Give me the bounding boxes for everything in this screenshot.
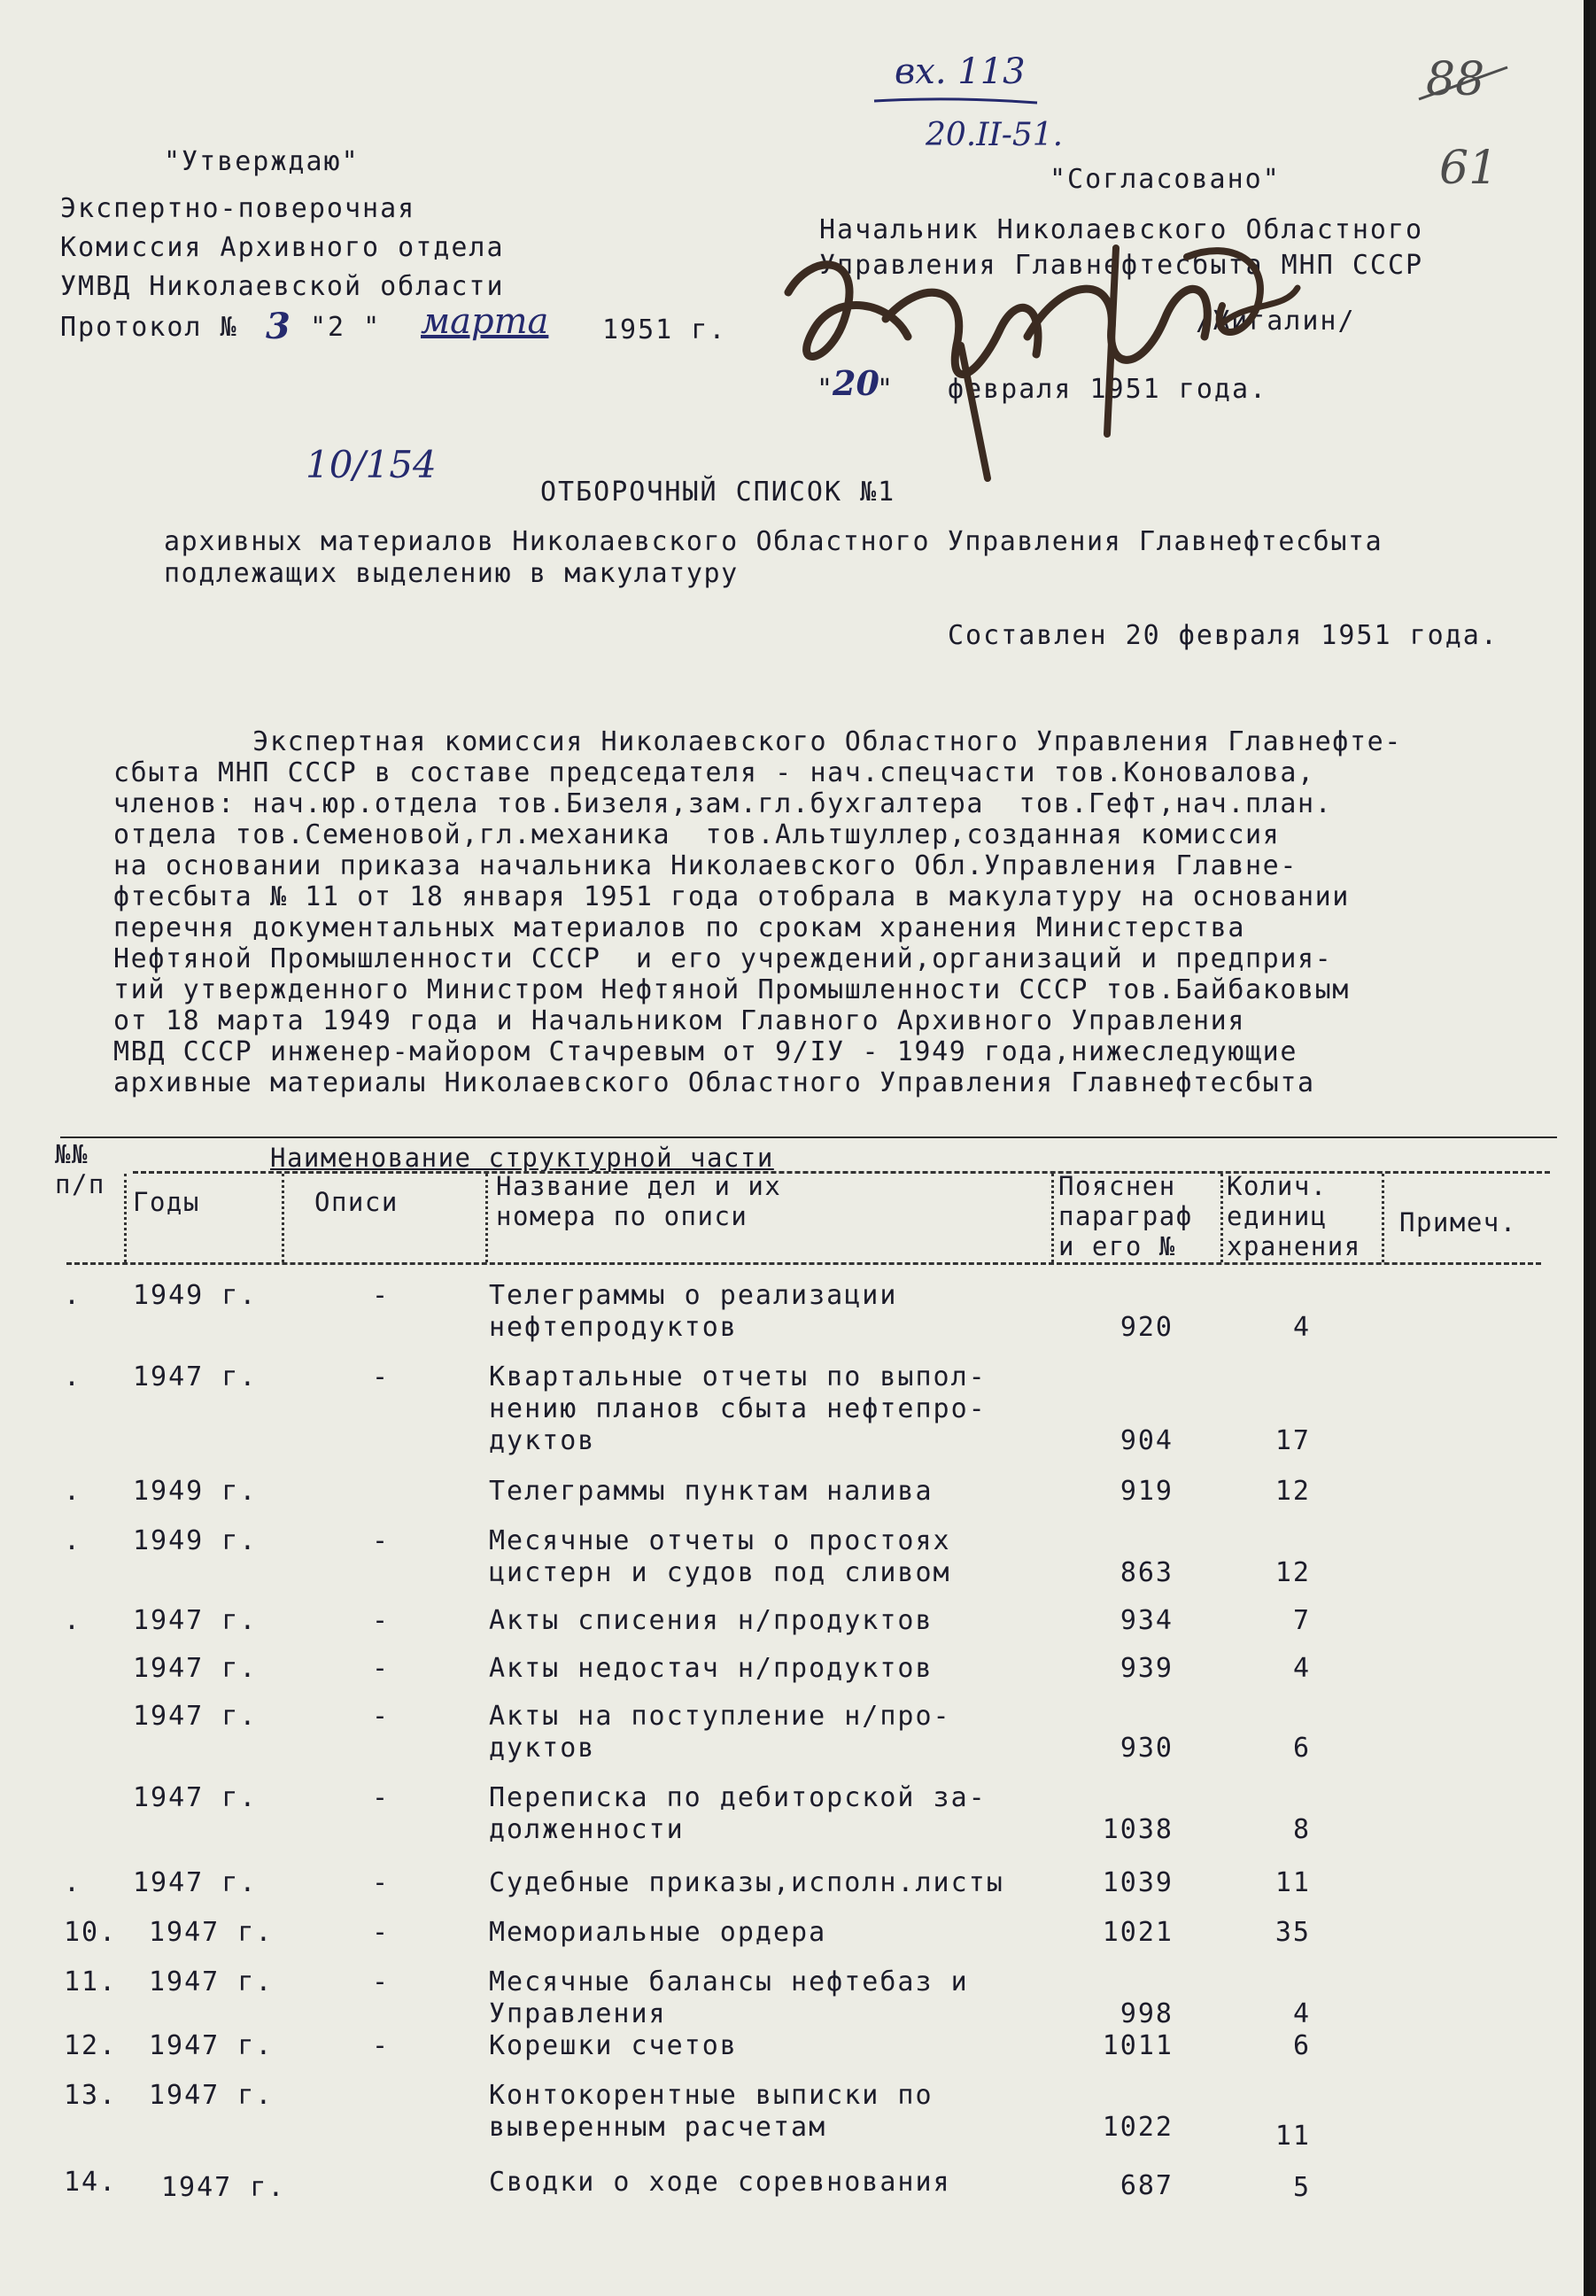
- row-title: Корешки счетов: [489, 2030, 738, 2061]
- row-quantity: 12: [1274, 1557, 1311, 1588]
- header-bottom-dash-rule: [66, 1262, 1541, 1265]
- row-number: 14.: [64, 2167, 118, 2198]
- list-title: ОТБОРОЧНЫЙ СПИСОК №1: [540, 477, 896, 508]
- table-top-rule: [60, 1136, 1557, 1138]
- protocol-year: 1951 г.: [602, 314, 727, 345]
- row-title: Квартальные отчеты по выпол- нению планов сбыта нефтепро- дуктов: [489, 1361, 987, 1456]
- row-year: 1947 г.: [133, 1361, 258, 1392]
- row-paragraph: 1022: [1102, 2112, 1174, 2143]
- row-inventory: -: [372, 1280, 391, 1311]
- row-paragraph: 998: [1120, 1998, 1174, 2029]
- pencil-new-number: 61: [1439, 142, 1499, 195]
- row-paragraph: 904: [1120, 1425, 1174, 1456]
- row-paragraph: 863: [1120, 1557, 1174, 1588]
- row-title: Акты недостач н/продуктов: [489, 1653, 934, 1684]
- approval-right-signatory: /Жигалин/: [1196, 306, 1356, 337]
- body-line: перечня документальных материалов по срокам хранения Министерства: [113, 912, 1245, 943]
- approval-right-heading: "Согласовано": [1050, 164, 1281, 195]
- sheet-number: 10/154: [306, 443, 437, 486]
- row-paragraph: 930: [1120, 1733, 1174, 1764]
- signature: [762, 221, 1311, 487]
- body-line: сбыта МНП СССР в составе председателя - нач.спецчасти тов.Коновалова,: [113, 757, 1315, 788]
- scan-dark-edge: [1584, 0, 1590, 2296]
- registry-underline: [872, 96, 1041, 106]
- header-divider: [485, 1174, 488, 1262]
- row-paragraph: 939: [1120, 1653, 1174, 1684]
- row-title: Контокорентные выписки по выверенным расчетам: [489, 2080, 934, 2143]
- row-quantity: 11: [1274, 2121, 1311, 2152]
- row-inventory: -: [372, 1701, 391, 1732]
- pencil-old-number: 88: [1426, 53, 1485, 106]
- row-inventory: -: [372, 1917, 391, 1948]
- approval-left-line1: Экспертно-поверочная: [60, 193, 416, 224]
- header-divider: [1220, 1174, 1223, 1262]
- row-year: 1949 г.: [133, 1525, 258, 1556]
- row-inventory: -: [372, 2030, 391, 2061]
- row-paragraph: 1021: [1102, 1917, 1174, 1948]
- row-year: 1947 г.: [149, 2030, 274, 2061]
- body-line: членов: нач.юр.отдела тов.Бизеля,зам.гл.бухгалтера тов.Гефт,нач.план.: [113, 788, 1333, 819]
- header-structural-part: Наименование структурной части: [270, 1143, 774, 1173]
- body-line: фтесбыта № 11 от 18 января 1951 года отобрала в макулатуру на основании: [113, 881, 1350, 912]
- approval-left-heading: "Утверждаю": [164, 146, 360, 177]
- row-quantity: 4: [1292, 1653, 1311, 1684]
- row-title: Телеграммы пунктам налива: [489, 1476, 934, 1507]
- row-inventory: -: [372, 1867, 391, 1898]
- approval-left-line3: УМВД Николаевской области: [60, 271, 505, 302]
- row-inventory: -: [372, 1361, 391, 1392]
- row-quantity: 4: [1292, 1312, 1311, 1343]
- body-line: МВД СССР инженер-майором Стачревым от 9/IУ - 1949 года,нижеследующие: [113, 1036, 1298, 1067]
- row-number: .: [64, 1867, 82, 1898]
- row-inventory: -: [372, 1782, 391, 1813]
- header-divider: [282, 1174, 284, 1262]
- body-line: тий утвержденного Министром Нефтяной Промышленности СССР тов.Байбаковым: [113, 974, 1350, 1005]
- row-paragraph: 687: [1120, 2170, 1174, 2201]
- approval-left-line2: Комиссия Архивного отдела: [60, 232, 505, 263]
- row-inventory: -: [372, 1605, 391, 1636]
- row-year: 1947 г.: [133, 1653, 258, 1684]
- header-no: №№ п/п: [55, 1139, 105, 1199]
- header-title: Название дел и их номера по описи: [496, 1171, 782, 1231]
- row-quantity: 11: [1274, 1867, 1311, 1898]
- row-quantity: 12: [1274, 1476, 1311, 1507]
- row-number: 12.: [64, 2030, 118, 2061]
- row-year: 1947 г.: [149, 2080, 274, 2111]
- body-line: архивные материалы Николаевского Областного Управления Главнефтесбыта: [113, 1067, 1315, 1098]
- row-quantity: 35: [1274, 1917, 1311, 1948]
- row-year: 1947 г.: [133, 1867, 258, 1898]
- row-year: 1947 г.: [133, 1701, 258, 1732]
- row-paragraph: 934: [1120, 1605, 1174, 1636]
- header-divider: [1382, 1174, 1384, 1262]
- row-quantity: 6: [1292, 1733, 1311, 1764]
- approval-right-day: 20: [833, 363, 879, 403]
- row-paragraph: 1011: [1102, 2030, 1174, 2061]
- header-inventory: Описи: [314, 1187, 399, 1217]
- row-quantity: 6: [1292, 2030, 1311, 2061]
- body-line: от 18 марта 1949 года и Начальником Главного Архивного Управления: [113, 1005, 1245, 1036]
- approval-right-line2: Управления Главнефтесбыта МНП СССР: [819, 250, 1424, 281]
- body-line: Экспертная комиссия Николаевского Областного Управления Главнефте-: [113, 726, 1402, 757]
- registry-date: 20.II-51.: [926, 117, 1064, 153]
- row-title: Месячные балансы нефтебаз и Управления: [489, 1966, 969, 2029]
- protocol-number: 3: [266, 306, 291, 347]
- row-number: .: [64, 1361, 82, 1392]
- header-divider: [124, 1174, 127, 1262]
- row-quantity: 8: [1292, 1814, 1311, 1845]
- row-title: Сводки о ходе соревнования: [489, 2167, 951, 2198]
- row-quantity: 5: [1292, 2172, 1311, 2203]
- header-note: Примеч.: [1399, 1207, 1517, 1237]
- row-quantity: 4: [1292, 1998, 1311, 2029]
- row-inventory: -: [372, 1966, 391, 1997]
- approval-right-line1: Начальник Николаевского Областного: [819, 214, 1424, 245]
- protocol-prefix: Протокол №: [60, 312, 238, 343]
- title-line3: подлежащих выделению в макулатуру: [164, 558, 739, 589]
- protocol-month: марта: [421, 301, 549, 342]
- body-paragraph: [113, 726, 1530, 1107]
- row-number: 13.: [64, 2080, 118, 2111]
- body-line: отдела тов.Семеновой,гл.механика тов.Альтшуллер,созданная комиссия: [113, 819, 1281, 850]
- row-year: 1949 г.: [133, 1280, 258, 1311]
- body-line: Нефтяной Промышленности СССР и его учреждений,организаций и предприя-: [113, 943, 1333, 974]
- row-title: Месячные отчеты о простоях цистерн и судов под сливом: [489, 1525, 951, 1588]
- header-years: Годы: [133, 1187, 200, 1217]
- body-line: на основании приказа начальника Николаевского Обл.Управления Главне-: [113, 850, 1298, 881]
- row-quantity: 17: [1274, 1425, 1311, 1456]
- row-number: 10.: [64, 1917, 118, 1948]
- compiled-date: Составлен 20 февраля 1951 года.: [948, 620, 1499, 651]
- row-title: Акты списения н/продуктов: [489, 1605, 934, 1636]
- row-number: .: [64, 1525, 82, 1556]
- row-title: Судебные приказы,исполн.листы: [489, 1867, 1004, 1898]
- title-line2: архивных материалов Николаевского Областного Управления Главнефтесбыта: [164, 526, 1383, 557]
- protocol-date-open: "2 ": [310, 312, 382, 343]
- header-divider: [1051, 1174, 1054, 1262]
- row-inventory: -: [372, 1525, 391, 1556]
- approval-right-date-open: ": [817, 374, 835, 405]
- row-quantity: 7: [1292, 1605, 1311, 1636]
- row-year: 1947 г.: [161, 2172, 286, 2203]
- row-number: .: [64, 1476, 82, 1507]
- row-title: Акты на поступление н/про- дуктов: [489, 1701, 951, 1764]
- row-number: .: [64, 1280, 82, 1311]
- row-paragraph: 920: [1120, 1312, 1174, 1343]
- header-quantity: Колич. единиц хранения: [1227, 1171, 1361, 1261]
- row-title: Мемориальные ордера: [489, 1917, 827, 1948]
- row-paragraph: 1038: [1102, 1814, 1174, 1845]
- row-title: Телеграммы о реализации нефтепродуктов: [489, 1280, 898, 1343]
- row-number: .: [64, 1605, 82, 1636]
- pencil-strike: [1415, 60, 1513, 105]
- row-paragraph: 919: [1120, 1476, 1174, 1507]
- row-year: 1949 г.: [133, 1476, 258, 1507]
- approval-right-date-close: ": [877, 374, 895, 405]
- header-paragraph: Пояснен параграф и его №: [1058, 1171, 1193, 1261]
- row-number: 11.: [64, 1966, 118, 1997]
- row-year: 1947 г.: [149, 1917, 274, 1948]
- row-inventory: -: [372, 1653, 391, 1684]
- row-paragraph: 1039: [1102, 1867, 1174, 1898]
- row-year: 1947 г.: [133, 1782, 258, 1813]
- row-year: 1947 г.: [133, 1605, 258, 1636]
- approval-right-date-rest: февраля 1951 года.: [948, 374, 1268, 405]
- registry-number: вх. 113: [895, 51, 1026, 92]
- row-year: 1947 г.: [149, 1966, 274, 1997]
- row-title: Переписка по дебиторской за- долженности: [489, 1782, 987, 1845]
